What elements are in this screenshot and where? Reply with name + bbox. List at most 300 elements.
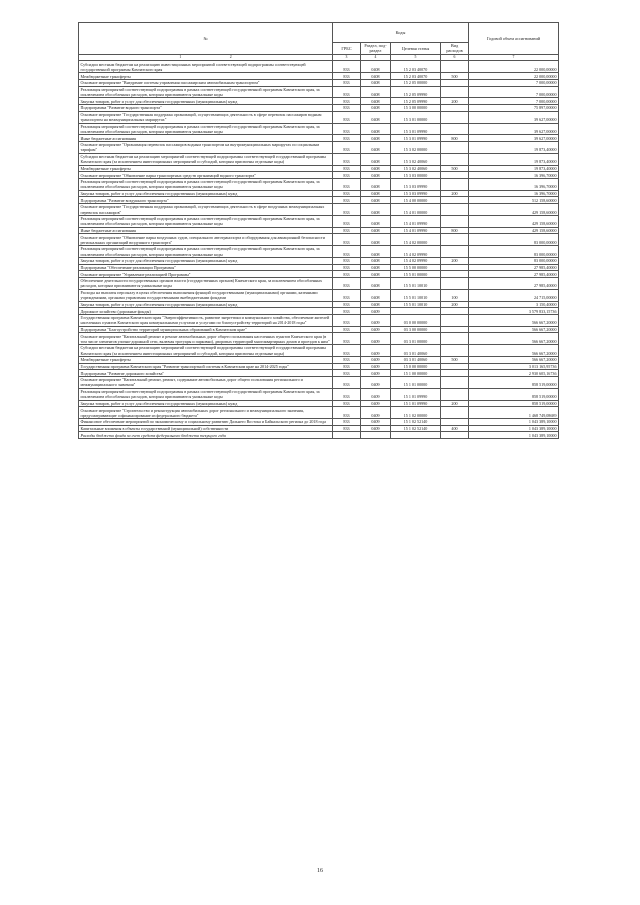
row-cs-cell: 15 4 01 00000 xyxy=(391,204,441,216)
row-grbs-cell: 833 xyxy=(333,234,361,246)
page-number: 16 xyxy=(317,868,323,874)
table-row xyxy=(79,264,559,271)
table-row xyxy=(79,301,559,308)
row-vr-cell: 100 xyxy=(441,289,469,301)
row-name-cell: Межбюджетные трансферты xyxy=(79,356,333,363)
table-row xyxy=(79,135,559,142)
row-vr-cell: 500 xyxy=(441,165,469,172)
row-cs-cell: 15 2 05 00000 xyxy=(391,79,441,86)
row-grbs-cell: 833 xyxy=(333,278,361,290)
row-vr-cell: 200 xyxy=(441,400,469,407)
row-cs-cell: 03 3 01 40060 xyxy=(391,356,441,363)
row-rz-cell: 0409 xyxy=(361,377,391,389)
row-cs-cell: 15 1 02 00000 xyxy=(391,407,441,419)
row-vr-cell xyxy=(441,363,469,370)
row-sum-cell: 19 873,40000 xyxy=(469,165,559,172)
row-vr-cell: 400 xyxy=(441,425,469,432)
table-row xyxy=(79,271,559,278)
index-cell: 3 xyxy=(333,54,361,61)
row-sum-cell: 16 396,70000 xyxy=(469,190,559,197)
row-cs-cell: 15 3 03 00000 xyxy=(391,172,441,179)
row-grbs-cell: 833 xyxy=(333,227,361,234)
row-sum-cell: 83 000,00000 xyxy=(469,246,559,258)
row-vr-cell xyxy=(441,178,469,190)
row-sum-cell: 19 873,40000 xyxy=(469,153,559,165)
row-name-cell: Основное мероприятие "Строительство и реконструкция автомобильных дорог регионального и межмуниципального значения, предусматривающие софинансирование из федерального бюджета" xyxy=(79,407,333,419)
row-rz-cell: 0408 xyxy=(361,123,391,135)
row-sum-cell: 566 667,20000 xyxy=(469,345,559,357)
row-vr-cell: 200 xyxy=(441,190,469,197)
row-rz-cell: 0408 xyxy=(361,73,391,80)
row-name-cell: Субсидии местным бюджетам на реализацию мероприятий соответствующей подпрограммы соответствующей государственной программы Камчатского края (за исключением инвестиционных мероприятий и субсидий, которым присвоены отдельные коды) xyxy=(79,345,333,357)
row-grbs-cell: 833 xyxy=(333,308,361,315)
budget-table xyxy=(78,22,559,439)
row-cs-cell: 15 4 02 09990 xyxy=(391,257,441,264)
row-rz-cell: 0408 xyxy=(361,142,391,154)
row-name-cell: Субсидии местным бюджетам на реализацию мероприятий соответствующей подпрограммы соответствующей государственной программы Камчатского края (за исключением инвестиционных мероприятий и субсидий, которым присвоены отдельные коды) xyxy=(79,153,333,165)
row-name-cell: Реализация мероприятий соответствующей подпрограммы в рамках соответствующей государственной программы Камчатского края, за исключением обособленных расходов, которым присваиваются уникальные коды xyxy=(79,215,333,227)
row-vr-cell xyxy=(441,432,469,439)
row-rz-cell: 0408 xyxy=(361,135,391,142)
row-grbs-cell xyxy=(333,432,361,439)
table-row xyxy=(79,407,559,419)
row-rz-cell: 0409 xyxy=(361,400,391,407)
row-sum-cell: 27 985,40000 xyxy=(469,278,559,290)
row-rz-cell: 0409 xyxy=(361,425,391,432)
row-sum-cell: 429 158,60000 xyxy=(469,227,559,234)
table-row xyxy=(79,61,559,73)
row-name-cell: Межбюджетные трансферты xyxy=(79,73,333,80)
row-name-cell: Дорожное хозяйство (дорожные фонды) xyxy=(79,308,333,315)
row-vr-cell xyxy=(441,419,469,426)
row-vr-cell xyxy=(441,79,469,86)
table-row xyxy=(79,432,559,439)
row-rz-cell: 0409 xyxy=(361,345,391,357)
row-vr-cell xyxy=(441,61,469,73)
row-vr-cell xyxy=(441,142,469,154)
row-grbs-cell: 833 xyxy=(333,79,361,86)
row-name-cell: Реализация мероприятий соответствующей подпрограммы в рамках соответствующей государственной программы Камчатского края, за исключением обособленных расходов, которым присваиваются уникальные коды xyxy=(79,246,333,258)
row-cs-cell: 15 1 01 09990 xyxy=(391,388,441,400)
row-grbs-cell: 833 xyxy=(333,271,361,278)
row-cs-cell: 15 4 02 09990 xyxy=(391,246,441,258)
row-vr-cell xyxy=(441,333,469,345)
row-name-cell: Реализация мероприятий соответствующей подпрограммы в рамках соответствующей государственной программы Камчатского края, за исключением обособленных расходов, которым присваиваются уникальные коды xyxy=(79,86,333,98)
row-rz-cell: 0409 xyxy=(361,363,391,370)
row-grbs-cell: 833 xyxy=(333,73,361,80)
row-name-cell: Капитальные вложения в объекты государственной (муниципальной) собственности xyxy=(79,425,333,432)
row-rz-cell: 0408 xyxy=(361,197,391,204)
row-vr-cell xyxy=(441,234,469,246)
table-row xyxy=(79,345,559,357)
row-sum-cell: 1 043 389,10000 xyxy=(469,425,559,432)
row-sum-cell: 75 897,00000 xyxy=(469,105,559,112)
row-vr-cell xyxy=(441,264,469,271)
row-rz-cell: 0408 xyxy=(361,234,391,246)
table-row xyxy=(79,246,559,258)
table-body xyxy=(79,54,559,438)
row-vr-cell xyxy=(441,204,469,216)
row-rz-cell: 0408 xyxy=(361,301,391,308)
row-grbs-cell: 833 xyxy=(333,326,361,333)
row-sum-cell: 429 158,60000 xyxy=(469,204,559,216)
row-sum-cell: 858 519,00000 xyxy=(469,388,559,400)
row-rz-cell: 0408 xyxy=(361,227,391,234)
row-sum-cell: 1 468 749,08689 xyxy=(469,407,559,419)
row-cs-cell: 03 0 00 00000 xyxy=(391,314,441,326)
row-grbs-cell: 833 xyxy=(333,190,361,197)
row-rz-cell: 0409 xyxy=(361,326,391,333)
row-grbs-cell: 833 xyxy=(333,61,361,73)
row-name-cell: Реализация мероприятий соответствующей подпрограммы в рамках соответствующей государственной программы Камчатского края, за исключением обособленных расходов, которым присваиваются уникальные коды xyxy=(79,388,333,400)
col-header-cs: Целевая статья xyxy=(391,43,441,55)
row-sum-cell: 16 396,70000 xyxy=(469,178,559,190)
row-name-cell: Подпрограмма "Благоустройство территорий муниципальных образований в Камчатском крае" xyxy=(79,326,333,333)
table-row xyxy=(79,257,559,264)
row-grbs-cell: 833 xyxy=(333,419,361,426)
row-vr-cell xyxy=(441,215,469,227)
row-grbs-cell: 833 xyxy=(333,246,361,258)
row-rz-cell xyxy=(361,432,391,439)
row-cs-cell: 15 4 00 00000 xyxy=(391,197,441,204)
table-row xyxy=(79,388,559,400)
row-name-cell: Реализация мероприятий соответствующей подпрограммы в рамках соответствующей государственной программы Камчатского края, за исключением обособленных расходов, которым присваиваются уникальные коды xyxy=(79,178,333,190)
row-name-cell: Обеспечение деятельности государственных органов власти (государственных органов) Камчатского края, за исключением обособленных расходов, которым присваиваются уникальные коды xyxy=(79,278,333,290)
row-rz-cell: 0408 xyxy=(361,98,391,105)
row-grbs-cell: 833 xyxy=(333,142,361,154)
row-name-cell: Финансовое обеспечение мероприятий по экономическому и социальному развитию Дальнего Востока и Байкальского региона до 2018 года xyxy=(79,419,333,426)
row-rz-cell: 0408 xyxy=(361,278,391,290)
col-header-codes: Коды xyxy=(333,23,469,43)
row-vr-cell xyxy=(441,271,469,278)
row-vr-cell xyxy=(441,388,469,400)
row-rz-cell: 0408 xyxy=(361,257,391,264)
row-name-cell: Закупка товаров, работ и услуг для обеспечения государственных (муниципальных) нужд xyxy=(79,190,333,197)
row-rz-cell: 0408 xyxy=(361,215,391,227)
row-sum-cell: 24 715,00000 xyxy=(469,289,559,301)
row-cs-cell xyxy=(391,432,441,439)
row-grbs-cell: 833 xyxy=(333,98,361,105)
row-grbs-cell: 833 xyxy=(333,425,361,432)
row-sum-cell: 7 000,00000 xyxy=(469,86,559,98)
row-sum-cell: 39 627,00000 xyxy=(469,135,559,142)
column-index-row xyxy=(79,54,559,61)
table-row xyxy=(79,419,559,426)
row-grbs-cell: 833 xyxy=(333,264,361,271)
row-rz-cell: 0408 xyxy=(361,79,391,86)
row-sum-cell: 566 667,20000 xyxy=(469,356,559,363)
table-row xyxy=(79,326,559,333)
row-rz-cell: 0408 xyxy=(361,204,391,216)
row-name-cell: Закупка товаров, работ и услуг для обеспечения государственных (муниципальных) нужд xyxy=(79,98,333,105)
row-rz-cell: 0409 xyxy=(361,370,391,377)
row-name-cell: Иные бюджетные ассигнования xyxy=(79,227,333,234)
index-cell: 7 xyxy=(469,54,559,61)
row-sum-cell: 39 627,00000 xyxy=(469,111,559,123)
row-grbs-cell: 833 xyxy=(333,178,361,190)
row-sum-cell: 512 158,60000 xyxy=(469,197,559,204)
table-row xyxy=(79,79,559,86)
row-rz-cell: 0408 xyxy=(361,178,391,190)
row-vr-cell xyxy=(441,111,469,123)
row-grbs-cell: 833 xyxy=(333,370,361,377)
row-cs-cell: 15 4 02 00000 xyxy=(391,234,441,246)
table-row xyxy=(79,111,559,123)
row-cs-cell: 15 2 05 09990 xyxy=(391,86,441,98)
table-row xyxy=(79,204,559,216)
table-row xyxy=(79,370,559,377)
table-row xyxy=(79,172,559,179)
row-cs-cell: 15 1 02 52140 xyxy=(391,425,441,432)
row-sum-cell: 22 000,00000 xyxy=(469,73,559,80)
row-sum-cell: 16 396,70000 xyxy=(469,172,559,179)
row-vr-cell xyxy=(441,308,469,315)
row-vr-cell: 200 xyxy=(441,98,469,105)
table-row xyxy=(79,86,559,98)
row-cs-cell: 15 5 01 10010 xyxy=(391,278,441,290)
row-cs-cell: 15 3 02 40060 xyxy=(391,165,441,172)
table-row xyxy=(79,234,559,246)
table-row xyxy=(79,356,559,363)
index-cell: 5 xyxy=(391,54,441,61)
row-cs-cell: 15 3 02 40060 xyxy=(391,153,441,165)
row-grbs-cell: 833 xyxy=(333,257,361,264)
index-cell: 1 2 xyxy=(79,54,333,61)
table-row xyxy=(79,377,559,389)
row-name-cell: Основное мероприятие "Обновление парка воздушных судов, специального автотранспорта и оборудования для авиационной безопасности региональных организаций воздушного транспорта" xyxy=(79,234,333,246)
table-row xyxy=(79,197,559,204)
row-vr-cell xyxy=(441,86,469,98)
row-grbs-cell: 833 xyxy=(333,356,361,363)
row-cs-cell: 15 5 00 00000 xyxy=(391,264,441,271)
row-rz-cell: 0409 xyxy=(361,388,391,400)
row-sum-cell: 3 013 165,95736 xyxy=(469,363,559,370)
row-vr-cell: 200 xyxy=(441,301,469,308)
row-cs-cell: 15 1 00 00000 xyxy=(391,370,441,377)
col-header-rz: Раздел, под-раздел xyxy=(361,43,391,55)
row-grbs-cell: 833 xyxy=(333,86,361,98)
row-rz-cell: 0409 xyxy=(361,333,391,345)
table-row xyxy=(79,308,559,315)
row-vr-cell: 500 xyxy=(441,73,469,80)
row-vr-cell xyxy=(441,314,469,326)
row-name-cell: Основное мероприятие "Капитальный ремонт, ремонт, содержание автомобильных дорог общего пользования регионального и межмуниципального значения" xyxy=(79,377,333,389)
index-cell: 4 xyxy=(361,54,391,61)
row-name-cell: Подпрограмма "Развитие дорожного хозяйства" xyxy=(79,370,333,377)
row-sum-cell: 566 667,20000 xyxy=(469,314,559,326)
row-cs-cell: 15 3 02 00000 xyxy=(391,142,441,154)
col-header-num: № xyxy=(79,23,333,55)
row-grbs-cell: 833 xyxy=(333,407,361,419)
row-name-cell: Основное мероприятие "Государственная поддержка организаций, осуществляющих деятельность в сфере перевозок пассажиров водным транспортом на межмуниципальных маршрутах" xyxy=(79,111,333,123)
row-sum-cell: 27 985,40000 xyxy=(469,264,559,271)
row-cs-cell: 15 1 01 00000 xyxy=(391,377,441,389)
row-name-cell: Расходы бюджета фонда за счет средств федерального бюджета текущего года xyxy=(79,432,333,439)
row-sum-cell: 39 627,00000 xyxy=(469,123,559,135)
row-sum-cell: 1 043 389,10000 xyxy=(469,419,559,426)
table-row xyxy=(79,278,559,290)
row-cs-cell: 15 3 00 00000 xyxy=(391,105,441,112)
row-vr-cell xyxy=(441,172,469,179)
row-grbs-cell: 833 xyxy=(333,345,361,357)
row-rz-cell: 0408 xyxy=(361,105,391,112)
row-name-cell: Субсидии местным бюджетам на реализацию инвестиционных мероприятий соответствующей подпрограммы соответствующей государственной программы Камчатского края xyxy=(79,61,333,73)
row-name-cell: Закупка товаров, работ и услуг для обеспечения государственных (муниципальных) нужд xyxy=(79,400,333,407)
table-row xyxy=(79,227,559,234)
row-grbs-cell: 833 xyxy=(333,165,361,172)
table-row xyxy=(79,105,559,112)
row-sum-cell: 858 519,00000 xyxy=(469,400,559,407)
col-header-sum: Годовой объем ассигнований xyxy=(469,23,559,55)
row-sum-cell: 3 150,40000 xyxy=(469,301,559,308)
row-cs-cell: 15 4 01 09990 xyxy=(391,227,441,234)
row-cs-cell: 15 0 00 00000 xyxy=(391,363,441,370)
row-rz-cell: 0409 xyxy=(361,308,391,315)
table-row xyxy=(79,425,559,432)
row-vr-cell xyxy=(441,246,469,258)
row-rz-cell: 0408 xyxy=(361,271,391,278)
row-vr-cell xyxy=(441,278,469,290)
row-rz-cell: 0408 xyxy=(361,86,391,98)
row-rz-cell: 0408 xyxy=(361,172,391,179)
row-grbs-cell: 833 xyxy=(333,333,361,345)
table-row xyxy=(79,165,559,172)
row-sum-cell: 566 667,20000 xyxy=(469,333,559,345)
row-cs-cell: 15 5 01 10010 xyxy=(391,289,441,301)
row-vr-cell: 800 xyxy=(441,135,469,142)
row-cs-cell: 15 3 01 00000 xyxy=(391,111,441,123)
row-name-cell: Основное мероприятие "Организация перевозок пассажиров водным транспортом на внутримуниципальных маршрутах по социальным тарифам" xyxy=(79,142,333,154)
table-row xyxy=(79,314,559,326)
row-name-cell: Государственная программа Камчатского края "Развитие транспортной системы в Камчатском крае на 2014-2025 годы" xyxy=(79,363,333,370)
row-name-cell: Подпрограмма "Развитие водного транспорта" xyxy=(79,105,333,112)
row-grbs-cell: 833 xyxy=(333,172,361,179)
row-rz-cell: 0408 xyxy=(361,165,391,172)
row-vr-cell: 500 xyxy=(441,356,469,363)
row-sum-cell: 7 000,00000 xyxy=(469,98,559,105)
row-grbs-cell: 833 xyxy=(333,289,361,301)
row-vr-cell xyxy=(441,197,469,204)
row-vr-cell xyxy=(441,370,469,377)
table-row xyxy=(79,400,559,407)
budget-sheet xyxy=(78,22,558,439)
row-grbs-cell: 833 xyxy=(333,400,361,407)
table-row xyxy=(79,333,559,345)
row-grbs-cell: 833 xyxy=(333,153,361,165)
row-name-cell: Основное мероприятие "Капитальный ремонт и ремонт автомобильных дорог общего пользования населенных пунктов Камчатского края (в том числе элементов улично-дорожной сети, включая тротуары и парковки), дворовых территорий многоквартирных домов и проездов к ним" xyxy=(79,333,333,345)
row-name-cell: Иные бюджетные ассигнования xyxy=(79,135,333,142)
table-row xyxy=(79,178,559,190)
row-grbs-cell: 833 xyxy=(333,215,361,227)
row-name-cell: Реализация мероприятий соответствующей подпрограммы в рамках соответствующей государственной программы Камчатского края, за исключением обособленных расходов, которым присваиваются уникальные коды xyxy=(79,123,333,135)
row-sum-cell: 1 043 389,10000 xyxy=(469,432,559,439)
row-rz-cell: 0409 xyxy=(361,407,391,419)
row-sum-cell: 22 000,00000 xyxy=(469,61,559,73)
row-rz-cell: 0408 xyxy=(361,246,391,258)
row-vr-cell xyxy=(441,345,469,357)
row-rz-cell: 0409 xyxy=(361,314,391,326)
row-cs-cell: 15 2 03 40070 xyxy=(391,61,441,73)
row-sum-cell: 858 519,00000 xyxy=(469,377,559,389)
row-vr-cell xyxy=(441,326,469,333)
row-grbs-cell: 833 xyxy=(333,204,361,216)
row-sum-cell: 83 000,00000 xyxy=(469,234,559,246)
row-grbs-cell: 833 xyxy=(333,197,361,204)
row-vr-cell xyxy=(441,105,469,112)
col-header-vr: Вид расходов xyxy=(441,43,469,55)
row-sum-cell: 83 000,00000 xyxy=(469,257,559,264)
row-grbs-cell: 833 xyxy=(333,105,361,112)
row-rz-cell: 0408 xyxy=(361,153,391,165)
row-cs-cell: 15 3 01 09990 xyxy=(391,123,441,135)
row-rz-cell: 0408 xyxy=(361,264,391,271)
row-rz-cell: 0408 xyxy=(361,289,391,301)
index-cell: 6 xyxy=(441,54,469,61)
row-vr-cell xyxy=(441,153,469,165)
table-row xyxy=(79,153,559,165)
row-name-cell: Государственная программа Камчатского края "Энергоэффективность, развитие энергетики и коммунального хозяйства, обеспечение жителей населенных пунктов Камчатского края коммунальными услугами и услугами по благоустройству территорий на 2014-2018 годы" xyxy=(79,314,333,326)
row-grbs-cell: 833 xyxy=(333,377,361,389)
row-name-cell: Закупка товаров, работ и услуг для обеспечения государственных (муниципальных) нужд xyxy=(79,257,333,264)
row-cs-cell xyxy=(391,308,441,315)
table-row xyxy=(79,123,559,135)
row-cs-cell: 15 3 03 09990 xyxy=(391,190,441,197)
row-vr-cell xyxy=(441,123,469,135)
row-grbs-cell: 833 xyxy=(333,301,361,308)
table-row xyxy=(79,190,559,197)
row-grbs-cell: 833 xyxy=(333,314,361,326)
table-row xyxy=(79,142,559,154)
row-cs-cell: 03 3 01 00000 xyxy=(391,333,441,345)
table-row xyxy=(79,363,559,370)
table-row xyxy=(79,73,559,80)
row-cs-cell: 03 3 01 40060 xyxy=(391,345,441,357)
row-vr-cell: 200 xyxy=(441,257,469,264)
row-vr-cell: 800 xyxy=(441,227,469,234)
row-name-cell: Межбюджетные трансферты xyxy=(79,165,333,172)
row-sum-cell: 566 667,20000 xyxy=(469,326,559,333)
row-cs-cell: 15 4 01 09990 xyxy=(391,215,441,227)
table-row xyxy=(79,98,559,105)
row-cs-cell: 15 1 01 09990 xyxy=(391,400,441,407)
row-rz-cell: 0408 xyxy=(361,111,391,123)
row-cs-cell: 15 3 01 09990 xyxy=(391,135,441,142)
row-name-cell: Основное мероприятие "Государственная поддержка организаций, осуществляющих деятельность в сфере воздушных межмуниципальных перевозок пассажиров" xyxy=(79,204,333,216)
table-row xyxy=(79,289,559,301)
table-row xyxy=(79,215,559,227)
row-grbs-cell: 833 xyxy=(333,363,361,370)
row-cs-cell: 15 2 03 40070 xyxy=(391,73,441,80)
row-name-cell: Основное мероприятие "Управление реализацией Программы" xyxy=(79,271,333,278)
row-name-cell: Расходы на выплаты персоналу в целях обеспечения выполнения функций государственными (муниципальными) органами, казенными учреждениями, органами управления государственными внебюджетными фондами xyxy=(79,289,333,301)
row-sum-cell: 27 985,40000 xyxy=(469,271,559,278)
row-grbs-cell: 833 xyxy=(333,111,361,123)
row-rz-cell: 0409 xyxy=(361,356,391,363)
row-cs-cell: 15 1 02 52140 xyxy=(391,419,441,426)
row-grbs-cell: 833 xyxy=(333,388,361,400)
col-header-grbs: ГРБС xyxy=(333,43,361,55)
row-name-cell: Закупка товаров, работ и услуг для обеспечения государственных (муниципальных) нужд xyxy=(79,301,333,308)
row-sum-cell: 429 158,60000 xyxy=(469,215,559,227)
row-rz-cell: 0408 xyxy=(361,190,391,197)
row-cs-cell: 15 3 03 09990 xyxy=(391,178,441,190)
row-name-cell: Подпрограмма "Развитие воздушного транспорта" xyxy=(79,197,333,204)
row-sum-cell: 19 873,40000 xyxy=(469,142,559,154)
row-grbs-cell: 833 xyxy=(333,123,361,135)
row-name-cell: Основное мероприятие "Обновление парка транспортных средств организаций водного транспорта" xyxy=(79,172,333,179)
row-cs-cell: 15 2 05 09990 xyxy=(391,98,441,105)
row-sum-cell: 3 579 833,15736 xyxy=(469,308,559,315)
